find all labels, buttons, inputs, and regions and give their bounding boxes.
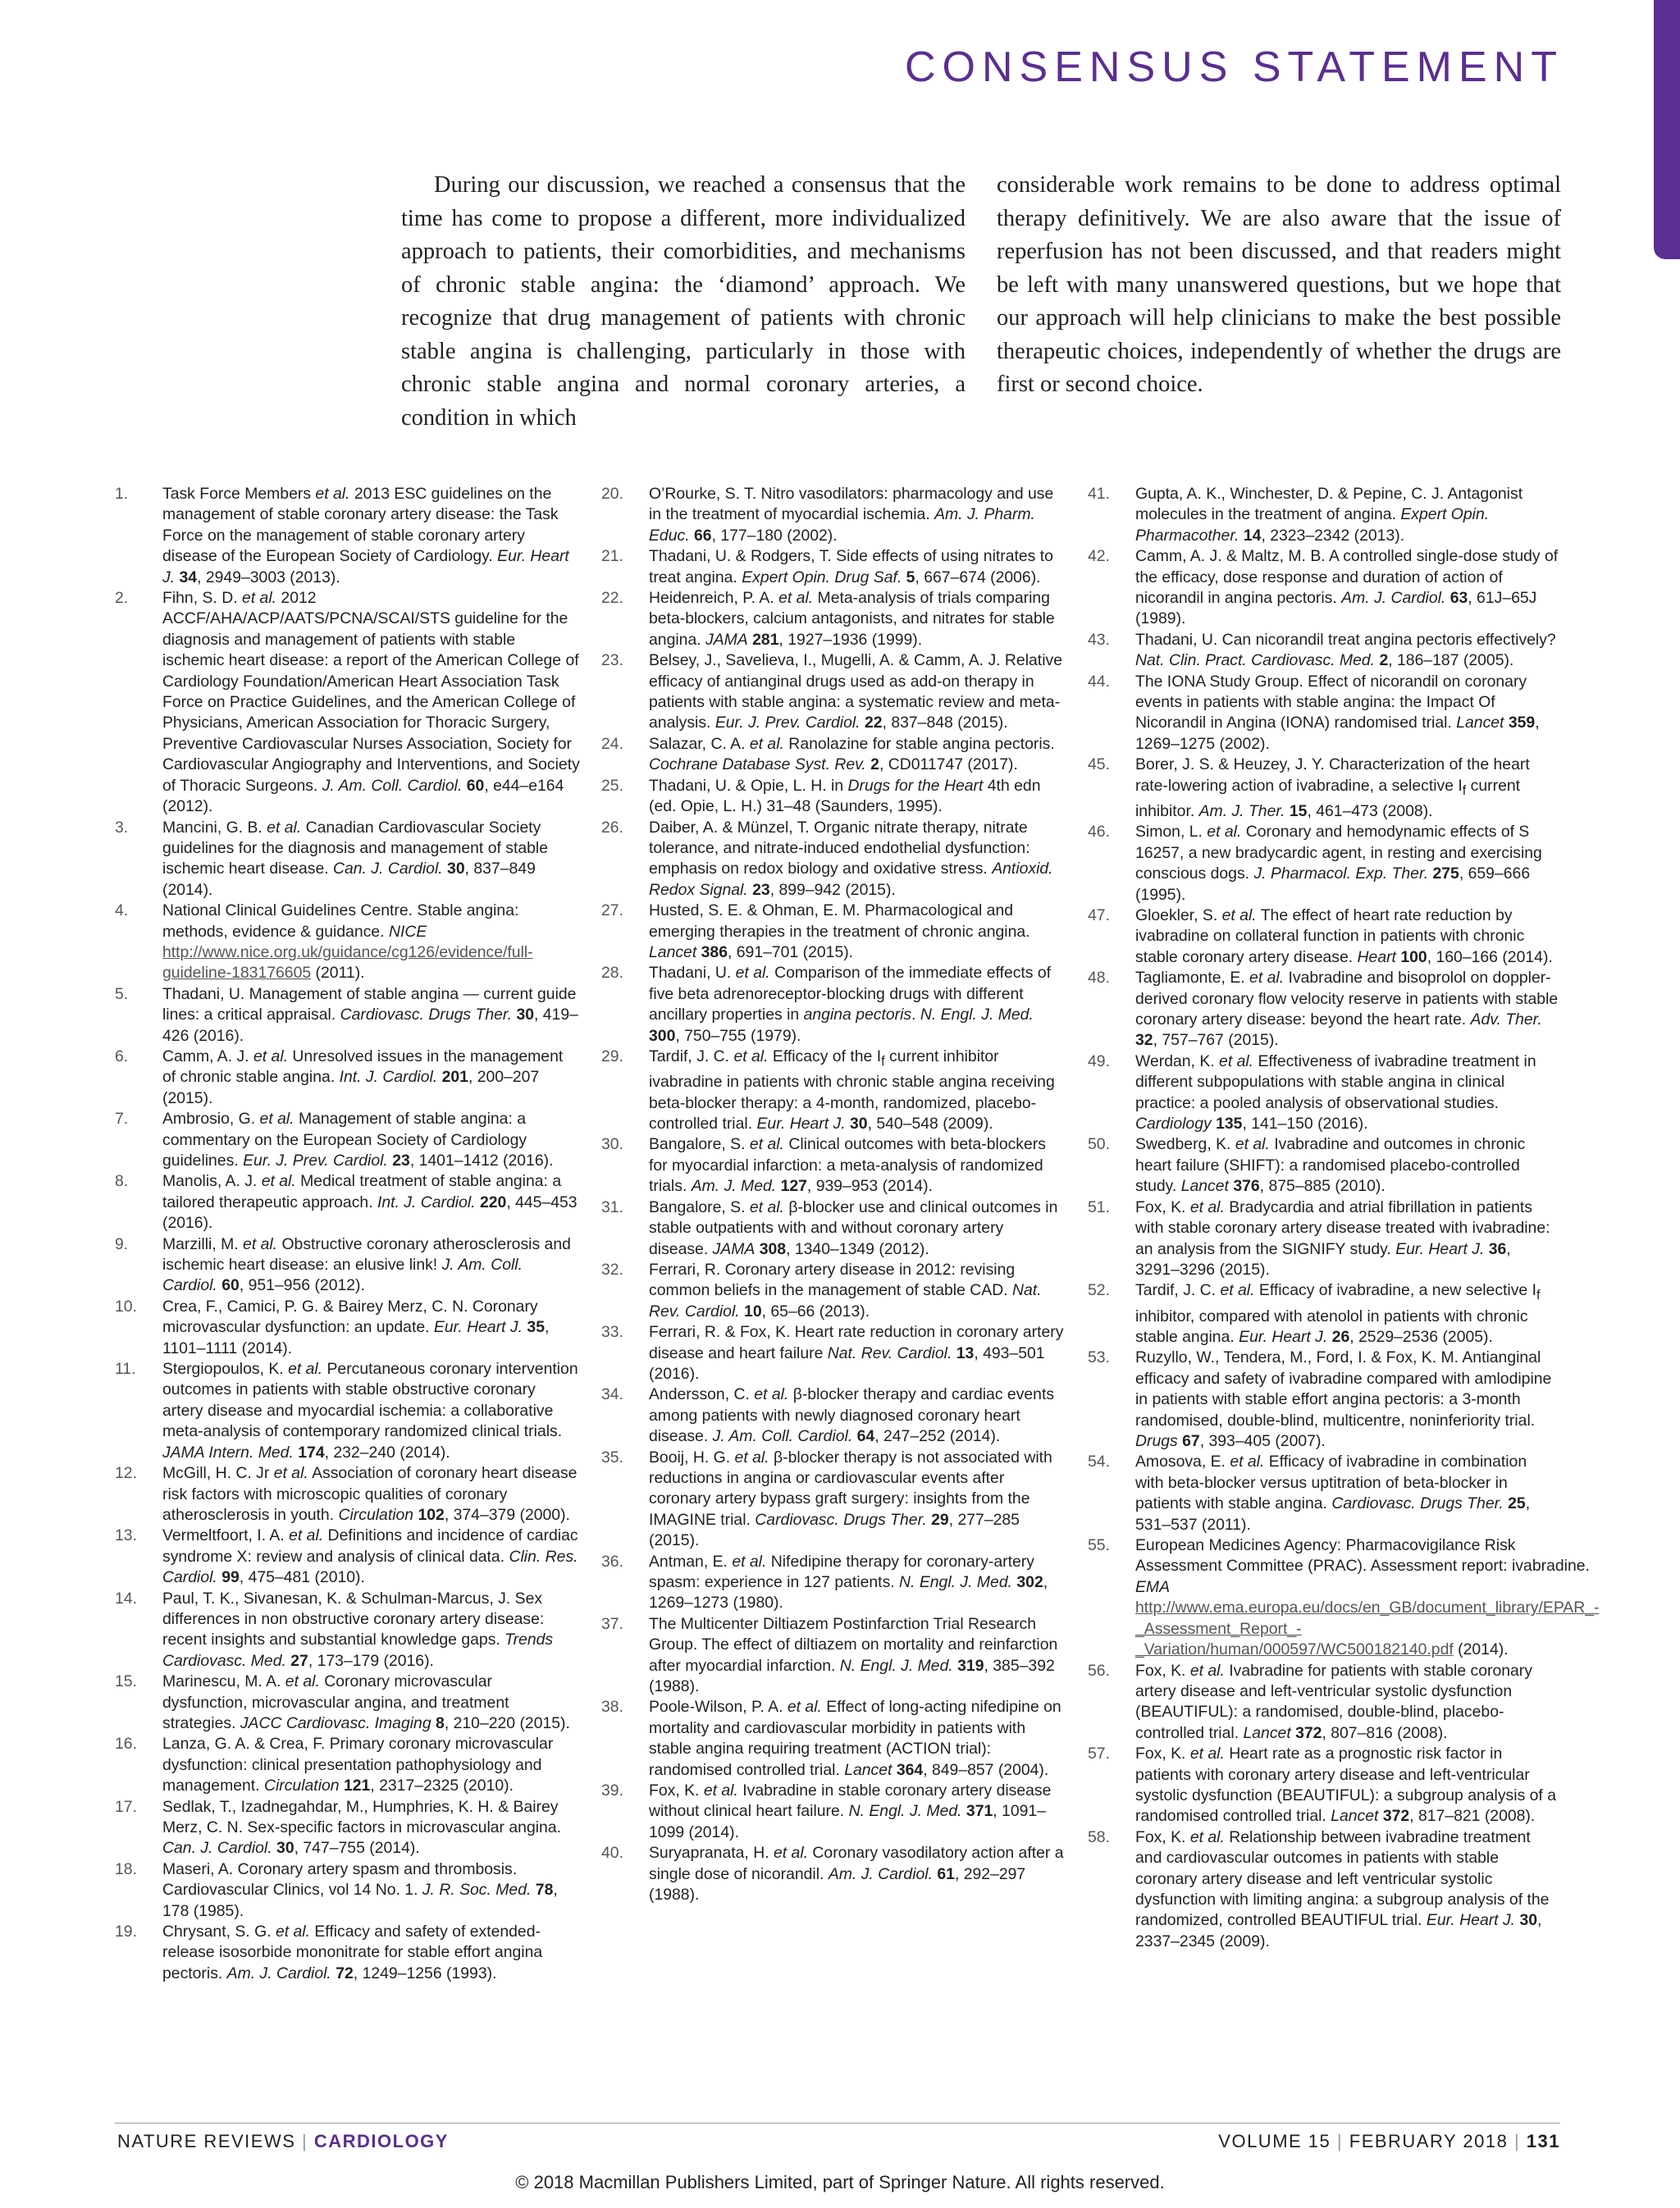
section-tab-marker: [1654, 0, 1680, 259]
reference-item: [601, 1552, 1066, 1614]
reference-item: [1088, 822, 1559, 906]
reference-text: Ferrari, R. Coronary artery disease in 2012: revising common beliefs in the management of stable CAD. Nat. Rev. Cardiol. 10, 65–66 (2013).: [649, 1260, 1042, 1321]
reference-item: [1088, 1348, 1559, 1452]
reference-text: Heidenreich, P. A. et al. Meta-analysis of trials comparing beta-blockers, calcium antagonists, and nitrates for stable angina. JAMA 281, 1927–1936 (1999).: [649, 589, 1055, 649]
reference-number: 7.: [115, 1110, 129, 1129]
reference-number: 24.: [601, 734, 623, 753]
reference-number: 47.: [1088, 906, 1110, 924]
reference-number: 57.: [1088, 1745, 1110, 1763]
reference-item: [1088, 1198, 1559, 1281]
reference-number: 1.: [115, 485, 129, 503]
reference-item: [601, 963, 1066, 1047]
reference-item: [601, 546, 1066, 588]
reference-text: Fox, K. et al. Ivabradine for patients with stable coronary artery disease and left-ventricular systolic dysfunction (BEAUTIFUL): a randomised, double-blind, placebo-controlled trial. Lancet 372, 807–816 (2008).: [1135, 1661, 1532, 1742]
copyright-notice: © 2018 Macmillan Publishers Limited, part of Springer Nature. All rights reserved.: [515, 2172, 1165, 2192]
reference-item: [115, 1359, 580, 1463]
page-number: 131: [1526, 2131, 1560, 2151]
reference-text: Task Force Members et al. 2013 ESC guidelines on the management of stable coronary artery disease: the Task Force on the management of stable coronary artery disease of the European Society of Cardiology. Eur. Heart J. 34, 2949–3003 (2013).: [162, 485, 569, 586]
reference-text: Antman, E. et al. Nifedipine therapy for coronary-artery spasm: experience in 127 patients. N. Engl. J. Med. 302, 1269–1273 (1980).: [649, 1552, 1048, 1613]
reference-number: 39.: [601, 1781, 623, 1800]
reference-text: Werdan, K. et al. Effectiveness of ivabradine treatment in different subpopulations with stable angina in clinical practice: a pooled analysis of observational studies. Cardiology 135, 141–150 (2016).: [1135, 1052, 1536, 1134]
reference-item: [1088, 1827, 1559, 1952]
reference-item: [115, 484, 580, 588]
reference-text: Fox, K. et al. Heart rate as a prognostic risk factor in patients with coronary artery disease and left-ventricular systolic dysfunction (BEAUTIFUL): a subgroup analysis of a randomised controlled trial. Lancet 372, 817–821 (2008).: [1135, 1745, 1556, 1826]
reference-item: [115, 984, 580, 1047]
reference-item: [601, 901, 1066, 963]
reference-text: European Medicines Agency: Pharmacovigilance Risk Assessment Committee (PRAC). Assessment report: ivabradine. EMA http://www.ema.europa.eu/docs/en_GB/document_library/EPAR_-_Assessment_Report_-_Variation/human/000597/WC500182140.pdf (2014).: [1135, 1536, 1600, 1659]
reference-number: 55.: [1088, 1536, 1110, 1555]
reference-item: [115, 1297, 580, 1359]
reference-item: [1088, 1535, 1600, 1660]
reference-text: Tagliamonte, E. et al. Ivabradine and bisoprolol on doppler-derived coronary flow velocity reserve in patients with stable coronary artery disease: beyond the heart rate. Adv. Ther. 32, 757–767 (2015).: [1135, 969, 1559, 1050]
reference-item: [601, 776, 1066, 818]
reference-number: 48.: [1088, 969, 1110, 988]
journal-name: NATURE REVIEWS: [117, 2131, 296, 2151]
reference-number: 26.: [601, 818, 623, 837]
reference-number: 19.: [115, 1923, 137, 1941]
reference-item: [601, 484, 1066, 546]
reference-number: 34.: [601, 1385, 623, 1404]
reference-number: 6.: [115, 1047, 129, 1065]
journal-section: CARDIOLOGY: [313, 2131, 449, 2151]
reference-text: Marzilli, M. et al. Obstructive coronary atherosclerosis and ischemic heart disease: an elusive link! J. Am. Coll. Cardiol. 60, 951–956 (2012).: [162, 1234, 571, 1295]
reference-number: 38.: [601, 1698, 623, 1717]
reference-item: [115, 1672, 580, 1734]
reference-number: 44.: [1088, 672, 1110, 691]
reference-text: Crea, F., Camici, P. G. & Bairey Merz, C. N. Coronary microvascular dysfunction: an update. Eur. Heart J. 35, 1101–1111 (2014).: [162, 1297, 550, 1357]
reference-number: 21.: [601, 547, 623, 566]
reference-item: [115, 1171, 580, 1234]
reference-number: 29.: [601, 1047, 623, 1065]
reference-number: 4.: [115, 901, 129, 920]
reference-text: Thadani, U. et al. Comparison of the immediate effects of five beta adrenoreceptor-blocking drugs with different ancillary properties in angina pectoris. N. Engl. J. Med. 300, 750–755 (1979).: [649, 964, 1052, 1045]
reference-item: [601, 588, 1066, 650]
reference-item: [1088, 906, 1559, 968]
reference-text: Ferrari, R. & Fox, K. Heart rate reduction in coronary artery disease and heart failure Nat. Rev. Cardiol. 13, 493–501 (2016).: [649, 1323, 1064, 1383]
intro-text: [401, 169, 1561, 435]
reference-item: [601, 734, 1066, 776]
reference-text: Thadani, U. & Opie, L. H. in Drugs for the Heart 4th edn (ed. Opie, L. H.) 31–48 (Saunders, 1995).: [649, 776, 1041, 816]
reference-number: 16.: [115, 1735, 137, 1754]
reference-item: [115, 1109, 580, 1171]
reference-item: [1088, 1744, 1559, 1827]
reference-text: Poole-Wilson, P. A. et al. Effect of long-acting nifedipine on mortality and cardiovascular morbidity in patients with stable angina requiring treatment (ACTION trial): randomised controlled trial. Lancet 364, 849–857 (2004).: [649, 1698, 1061, 1779]
reference-text: Chrysant, S. G. et al. Efficacy and safety of extended-release isosorbide mononitrate for stable effort angina pectoris. Am. J. Cardiol. 72, 1249–1256 (1993).: [162, 1923, 543, 1982]
reference-item: [1088, 1661, 1559, 1745]
reference-text: Ruzyllo, W., Tendera, M., Ford, I. & Fox, K. M. Antianginal efficacy and safety of ivabradine compared with amlodipine in patients with stable effort angina pectoris: a 3-month randomised, double-blind, multicentre, noninferiority trial. Drugs 67, 393–405 (2007).: [1135, 1348, 1552, 1451]
reference-text: Fox, K. et al. Relationship between ivabradine treatment and cardiovascular outcomes in patients with stable coronary artery disease and left ventricular systolic dysfunction with limiting angina: a subgroup analysis of the randomized, controlled BEAUTIFUL trial. Eur. Heart J. 30, 2337–2345 (2009).: [1135, 1827, 1550, 1950]
reference-text: Camm, A. J. et al. Unresolved issues in the management of chronic stable angina. Int. J. Cardiol. 201, 200–207 (2015).: [162, 1047, 564, 1107]
reference-item: [115, 1047, 580, 1109]
reference-item: [1088, 1280, 1559, 1348]
reference-number: 43.: [1088, 630, 1110, 649]
reference-text: Ambrosio, G. et al. Management of stable angina: a commentary on the European Society of Cardiology guidelines. Eur. J. Prev. Cardiol. 23, 1401–1412 (2016).: [162, 1110, 554, 1170]
footer-separator: |: [302, 2131, 308, 2151]
reference-item: [115, 818, 580, 901]
reference-item: [115, 588, 580, 817]
reference-text: Belsey, J., Savelieva, I., Mugelli, A. & Camm, A. J. Relative efficacy of antianginal drugs used as add-on therapy in patients with stable angina: a systematic review and meta-analysis. Eur. J. Prev. Cardiol. 22, 837–848 (2015).: [649, 651, 1062, 732]
reference-text: McGill, H. C. Jr et al. Association of coronary heart disease risk factors with microscopic qualities of coronary atherosclerosis in youth. Circulation 102, 374–379 (2000).: [162, 1464, 578, 1524]
footer-separator: |: [1336, 2131, 1344, 2151]
reference-list: [115, 484, 1600, 1984]
reference-number: 54.: [1088, 1453, 1110, 1471]
reference-item: [601, 1134, 1066, 1197]
reference-number: 31.: [601, 1198, 623, 1216]
reference-item: [115, 1589, 580, 1672]
reference-number: 49.: [1088, 1052, 1110, 1070]
reference-text: Fox, K. et al. Bradycardia and atrial fibrillation in patients with stable coronary artery disease treated with ivabradine: an analysis from the SIGNIFY study. Eur. Heart J. 36, 3291–3296 (2015).: [1135, 1198, 1550, 1279]
reference-number: 33.: [601, 1323, 623, 1342]
reference-text: Maseri, A. Coronary artery spasm and thrombosis. Cardiovascular Clinics, vol 14 No. 1. J. R. Soc. Med. 78, 178 (1985).: [162, 1859, 558, 1920]
reference-item: [115, 1922, 580, 1984]
reference-text: Borer, J. S. & Heuzey, J. Y. Characterization of the heart rate-lowering action of ivabradine, a selective $I_f$ current inhibitor. Am. J. Ther. 15, 461–473 (2008).: [1135, 755, 1530, 820]
reference-item: [601, 1385, 1066, 1447]
reference-text: Gupta, A. K., Winchester, D. & Pepine, C. J. Antagonist molecules in the treatment of angina. Expert Opin. Pharmacother. 14, 2323–2342 (2013).: [1135, 485, 1523, 545]
reference-item: [601, 1843, 1066, 1905]
reference-text: Tardif, J. C. et al. Efficacy of the $I_f$ current inhibitor ivabradine in patients with chronic stable angina receiving beta-blocker therapy: a 4-month, randomized, placebo-controlled trial. Eur. Heart J. 30, 540–548 (2009).: [649, 1047, 1055, 1134]
reference-number: 10.: [115, 1297, 137, 1316]
reference-text: Daiber, A. & Münzel, T. Organic nitrate therapy, nitrate tolerance, and nitrate-induced endothelial dysfunction: emphasis on redox biology and oxidative stress. Antioxid. Redox Signal. 23, 899–942 (2015).: [649, 818, 1053, 899]
reference-item: [601, 818, 1066, 901]
reference-text: Paul, T. K., Sivanesan, K. & Schulman-Marcus, J. Sex differences in non obstructive coronary artery disease: recent insights and substantial knowledge gaps. Trends Cardiovasc. Med. 27, 173–179 (2016).: [162, 1589, 554, 1670]
reference-number: 40.: [601, 1844, 623, 1863]
reference-text: Swedberg, K. et al. Ivabradine and outcomes in chronic heart failure (SHIFT): a randomised placebo-controlled study. Lancet 376, 875–885 (2010).: [1135, 1135, 1526, 1196]
reference-number: 20.: [601, 485, 623, 503]
reference-item: [1088, 630, 1559, 672]
reference-number: 32.: [601, 1260, 623, 1279]
footer-divider: [115, 2123, 1560, 2124]
reference-number: 58.: [1088, 1827, 1110, 1846]
reference-text: Camm, A. J. & Maltz, M. B. A controlled single-dose study of the efficacy, dose response and duration of action of nicorandil in angina pectoris. Am. J. Cardiol. 63, 61J–65J (1989).: [1135, 547, 1559, 628]
reference-number: 53.: [1088, 1348, 1110, 1367]
reference-number: 14.: [115, 1589, 137, 1608]
reference-text: Gloekler, S. et al. The effect of heart rate reduction by ivabradine on collateral function in patients with chronic stable coronary artery disease. Heart 100, 160–166 (2014).: [1135, 906, 1553, 966]
reference-item: [601, 1781, 1066, 1843]
reference-item: [1088, 1134, 1559, 1197]
reference-text: Bangalore, S. et al. Clinical outcomes with beta-blockers for myocardial infarction: a meta-analysis of randomized trials. Am. J. Med. 127, 939–953 (2014).: [649, 1135, 1046, 1196]
reference-number: 45.: [1088, 755, 1110, 774]
reference-text: Vermeltfoort, I. A. et al. Definitions and incidence of cardiac syndrome X: review and analysis of clinical data. Clin. Res. Cardiol. 99, 475–481 (2010).: [162, 1526, 578, 1587]
reference-number: 18.: [115, 1859, 137, 1878]
reference-url-link[interactable]: http://www.ema.europa.eu/docs/en_GB/document_library/EPAR_-_Assessment_Report_-_Variation/human/000597/WC500182140.pdf: [1135, 1599, 1600, 1659]
intro-column-2: considerable work remains to be done to address optimal therapy definitively. We are also aware that the issue of reperfusion has not been discussed, and that readers might be left with many unanswered questions, but we hope that our approach will help clinicians to make the best possible therapeutic choices, independently of whether the drugs are first or second choice.: [997, 172, 1561, 397]
reference-number: 50.: [1088, 1135, 1110, 1154]
reference-item: [115, 1234, 580, 1297]
reference-item: [1088, 755, 1559, 822]
reference-item: [1088, 968, 1559, 1052]
reference-number: 28.: [601, 964, 623, 983]
reference-item: [115, 1859, 580, 1922]
reference-text: Thadani, U. Management of stable angina — current guide lines: a critical appraisal. Cardiovasc. Drugs Ther. 30, 419–426 (2016).: [162, 984, 578, 1045]
reference-number: 11.: [115, 1360, 136, 1379]
reference-number: 42.: [1088, 547, 1110, 566]
reference-text: Stergiopoulos, K. et al. Percutaneous coronary intervention outcomes in patients with stable obstructive coronary artery disease and myocardial ischemia: a collaborative meta-analysis of contemporary randomized clinical trials. JAMA Intern. Med. 174, 232–240 (2014).: [162, 1360, 578, 1462]
reference-text: Fox, K. et al. Ivabradine in stable coronary artery disease without clinical heart failure. N. Engl. J. Med. 371, 1091–1099 (2014).: [649, 1781, 1052, 1841]
reference-number: 37.: [601, 1614, 623, 1633]
reference-number: 5.: [115, 984, 129, 1003]
reference-item: [1088, 1052, 1559, 1135]
reference-item: [115, 1797, 580, 1859]
reference-item: [115, 1734, 580, 1796]
reference-text: Thadani, U. Can nicorandil treat angina pectoris effectively? Nat. Clin. Pract. Cardiovasc. Med. 2, 186–187 (2005).: [1135, 630, 1556, 670]
reference-item: [115, 901, 580, 984]
reference-text: The Multicenter Diltiazem Postinfarction Trial Research Group. The effect of diltiazem on mortality and reinfarction after myocardial infarction. N. Engl. J. Med. 319, 385–392 (1988).: [649, 1614, 1058, 1696]
reference-text: Sedlak, T., Izadnegahdar, M., Humphries, K. H. & Bairey Merz, C. N. Sex-specific factors in microvascular angina. Can. J. Cardiol. 30, 747–755 (2014).: [162, 1797, 561, 1858]
reference-text: Fihn, S. D. et al. 2012 ACCF/AHA/ACP/AATS/PCNA/SCAI/STS guideline for the diagnosis and management of patients with stable ischemic heart disease: a report of the American College of Cardiology Foundation/American Heart Association Task Force on Practice Guidelines, and the American College of Physicians, American Association for Thoracic Surgery, Preventive Cardiovascular Nurses Association, Society for Cardiovascular Angiography and Interventions, and Society of Thoracic Surgeons. J. Am. Coll. Cardiol. 60, e44–e164 (2012).: [162, 589, 580, 816]
reference-item: [1088, 546, 1559, 630]
reference-text: O’Rourke, S. T. Nitro vasodilators: pharmacology and use in the treatment of myocardial ischemia. Am. J. Pharm. Educ. 66, 177–180 (2002).: [649, 485, 1054, 545]
reference-number: 2.: [115, 589, 129, 608]
reference-item: [601, 1260, 1066, 1322]
footer-separator: |: [1513, 2131, 1521, 2151]
reference-number: 25.: [601, 776, 623, 795]
reference-item: [115, 1463, 580, 1526]
reference-number: 27.: [601, 901, 623, 920]
reference-item: [601, 1614, 1066, 1698]
reference-number: 9.: [115, 1234, 129, 1253]
footer-journal: [117, 2131, 449, 2152]
reference-number: 41.: [1088, 485, 1110, 503]
reference-number: 8.: [115, 1172, 129, 1191]
reference-item: [1088, 672, 1559, 755]
reference-text: The IONA Study Group. Effect of nicorandil on coronary events in patients with stable angina: the Impact Of Nicorandil in Angina (IONA) randomised trial. Lancet 359, 1269–1275 (2002).: [1135, 672, 1540, 753]
reference-text: Andersson, C. et al. β-blocker therapy and cardiac events among patients with newly diagnosed coronary heart disease. J. Am. Coll. Cardiol. 64, 247–252 (2014).: [649, 1385, 1055, 1446]
reference-number: 30.: [601, 1135, 623, 1154]
reference-text: Salazar, C. A. et al. Ranolazine for stable angina pectoris. Cochrane Database Syst. Rev. 2, CD011747 (2017).: [649, 734, 1055, 774]
reference-item: [601, 650, 1066, 734]
reference-column-1: [115, 484, 580, 1984]
reference-number: 12.: [115, 1464, 137, 1483]
reference-url-link[interactable]: http://www.nice.org.uk/guidance/cg126/evidence/full-guideline-183176605: [162, 942, 533, 983]
reference-number: 15.: [115, 1672, 137, 1691]
reference-number: 17.: [115, 1797, 137, 1816]
reference-number: 46.: [1088, 823, 1110, 842]
reference-number: 35.: [601, 1448, 623, 1467]
reference-number: 36.: [601, 1552, 623, 1571]
reference-text: Tardif, J. C. et al. Efficacy of ivabradine, a new selective $I_f$ inhibitor, compared with atenolol in patients with chronic stable angina. Eur. Heart J. 26, 2529–2536 (2005).: [1135, 1281, 1541, 1346]
reference-text: Simon, L. et al. Coronary and hemodynamic effects of S 16257, a new bradycardic agent, in resting and exercising conscious dogs. J. Pharmacol. Exp. Ther. 275, 659–666 (1995).: [1135, 823, 1542, 904]
reference-text: Booij, H. G. et al. β-blocker therapy is not associated with reductions in angina or cardiovascular events after coronary artery bypass graft surgery: insights from the IMAGINE trial. Cardiovasc. Drugs Ther. 29, 277–285 (2015).: [649, 1448, 1052, 1550]
reference-column-3: [1088, 484, 1600, 1984]
reference-item: [601, 1198, 1066, 1260]
footer-issue: [1218, 2131, 1560, 2152]
section-title: CONSENSUS STATEMENT: [904, 43, 1564, 91]
reference-number: 51.: [1088, 1198, 1110, 1216]
reference-number: 3.: [115, 818, 129, 837]
reference-number: 22.: [601, 589, 623, 608]
reference-number: 56.: [1088, 1661, 1110, 1680]
reference-item: [601, 1448, 1066, 1552]
reference-text: Marinescu, M. A. et al. Coronary microvascular dysfunction, microvascular angina, and treatment strategies. JACC Cardiovasc. Imaging 8, 210–220 (2015).: [162, 1672, 570, 1732]
issue-date: FEBRUARY 2018: [1349, 2131, 1509, 2151]
reference-text: Lanza, G. A. & Crea, F. Primary coronary microvascular dysfunction: clinical presentation pathophysiology and management. Circulation 121, 2317–2325 (2010).: [162, 1735, 554, 1795]
reference-text: Manolis, A. J. et al. Medical treatment of stable angina: a tailored therapeutic approach. Int. J. Cardiol. 220, 445–453 (2016).: [162, 1172, 578, 1233]
reference-item: [1088, 484, 1559, 546]
reference-number: 13.: [115, 1526, 137, 1545]
reference-column-2: [601, 484, 1066, 1984]
reference-text: Suryapranata, H. et al. Coronary vasodilatory action after a single dose of nicorandil. Am. J. Cardiol. 61, 292–297 (1988).: [649, 1844, 1064, 1905]
issue-volume: VOLUME 15: [1218, 2131, 1331, 2151]
reference-text: National Clinical Guidelines Centre. Stable angina: methods, evidence & guidance. NICE http://www.nice.org.uk/guidance/cg126/evidence/full-guideline-183176605 (2011).: [162, 901, 533, 983]
reference-item: [601, 1322, 1066, 1385]
reference-text: Bangalore, S. et al. β-blocker use and clinical outcomes in stable outpatients with and without coronary artery disease. JAMA 308, 1340–1349 (2012).: [649, 1198, 1058, 1258]
intro-column-1: During our discussion, we reached a consensus that the time has come to propose a different, more individualized approach to patients, their comorbidities, and mechanisms of chronic stable angina: the ‘diamond’ approach. We recognize that drug management of patients with chronic stable angina is challenging, particularly in those with chronic stable angina and normal coronary arteries, a condition in which: [401, 172, 966, 431]
reference-text: Thadani, U. & Rodgers, T. Side effects of using nitrates to treat angina. Expert Opin. Drug Saf. 5, 667–674 (2006).: [649, 547, 1053, 586]
reference-item: [601, 1697, 1066, 1781]
reference-text: Mancini, G. B. et al. Canadian Cardiovascular Society guidelines for the diagnosis and management of stable ischemic heart disease. Can. J. Cardiol. 30, 837–849 (2014).: [162, 818, 548, 899]
reference-text: Husted, S. E. & Ohman, E. M. Pharmacological and emerging therapies in the treatment of chronic angina. Lancet 386, 691–701 (2015).: [649, 901, 1030, 961]
reference-item: [1088, 1452, 1559, 1535]
reference-item: [115, 1526, 580, 1588]
reference-number: 23.: [601, 651, 623, 670]
reference-text: Amosova, E. et al. Efficacy of ivabradine in combination with beta-blocker versus uptitration of beta-blocker in patients with stable angina. Cardiovasc. Drugs Ther. 25, 531–537 (2011).: [1135, 1453, 1531, 1534]
reference-item: [601, 1047, 1066, 1135]
reference-number: 52.: [1088, 1281, 1110, 1300]
